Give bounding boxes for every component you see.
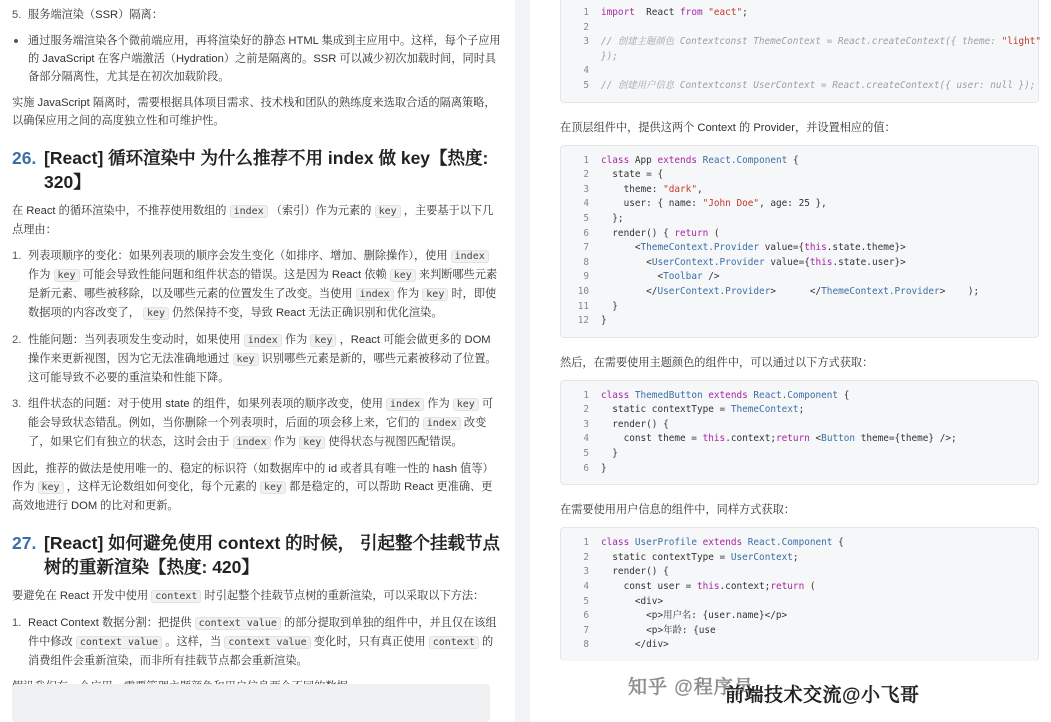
code-line (561, 536, 1038, 551)
code-token: "John Doe" (702, 198, 760, 210)
line-number: 1 (583, 537, 589, 549)
line-number: 4 (583, 65, 589, 77)
code-token: React.Component (747, 389, 839, 401)
code-token: < (601, 242, 641, 254)
code-token: .state.user}> (832, 256, 906, 268)
code-line (561, 50, 1038, 65)
line-number: 11 (577, 300, 589, 312)
code-line (561, 35, 1042, 50)
code-line (561, 432, 1038, 447)
code-token: ThemeContext (730, 404, 799, 416)
code-line (561, 580, 1038, 595)
line-number: 7 (583, 242, 589, 254)
code-token: }); (601, 50, 618, 62)
code-token: UserContext (730, 551, 793, 563)
code-token: <div> (601, 595, 664, 607)
code-token: this (702, 433, 726, 445)
code-token: App (629, 154, 658, 166)
line-number: 5 (583, 79, 589, 91)
code-token: class (601, 537, 630, 549)
code-token: render() { (601, 418, 669, 430)
code-line (561, 168, 1038, 183)
right-column (530, 0, 1051, 722)
line-number: 6 (583, 227, 589, 239)
code-token: this (809, 256, 833, 268)
watermark: 知乎 @程序员 (628, 677, 754, 698)
code-token: , age: 25 }, (759, 198, 827, 210)
paragraph: 在顶层组件中，提供这两个 Context 的 Provider，并设置相应的值： (560, 121, 896, 134)
code-token: ThemeContext.Provider (821, 285, 940, 297)
list-26 (12, 247, 503, 452)
code-line (561, 418, 1038, 433)
line-number: 4 (583, 198, 589, 210)
code-token: /> (702, 271, 720, 283)
code-token: .context; (725, 433, 776, 445)
code-token: } (601, 448, 618, 460)
code-line (561, 6, 1038, 21)
line-number: 8 (583, 256, 589, 268)
code-token: user: { name: (601, 198, 703, 210)
code-line (561, 595, 1038, 610)
line-number: 10 (577, 285, 589, 297)
code-token: "eact" (702, 7, 743, 18)
line-number: 5 (583, 595, 589, 607)
line-number: 5 (583, 212, 589, 224)
code-token: class (601, 389, 630, 401)
code-block-4 (560, 527, 1039, 661)
code-token: <p>年龄: {use (601, 624, 716, 636)
code-token: { (838, 389, 850, 401)
code-token: }; (601, 212, 624, 224)
line-number: 4 (583, 581, 589, 593)
paragraph: 要避免在 React 开发中使用 context 时引起整个挂载节点树的重新渲染，可以采取以下方法： (12, 590, 485, 602)
code-line (561, 389, 1038, 404)
code-block-3 (560, 380, 1039, 486)
line-number: 3 (583, 566, 589, 578)
code-token: UserContext.Provider (657, 285, 771, 297)
code-token: ; (798, 404, 805, 416)
code-line (561, 447, 1038, 462)
line-number: 2 (583, 404, 589, 416)
code-token: class (601, 154, 630, 166)
code-line (561, 314, 1038, 329)
code-token: return (674, 227, 709, 239)
code-token: ; (742, 7, 748, 18)
line-number: 8 (583, 639, 589, 651)
code-token: } (601, 315, 607, 327)
code-token: this (804, 242, 827, 254)
code-line (561, 227, 1038, 242)
code-line (561, 21, 1038, 36)
code-token: </div> (601, 639, 669, 651)
code-token: { (787, 154, 799, 166)
code-token: theme: (601, 183, 664, 195)
code-token: React.Component (742, 537, 833, 549)
code-token: ThemedButton (629, 389, 703, 401)
line-number: 3 (583, 418, 589, 430)
paragraph: 在 React 的循环渲染中，不推荐使用数组的 index （索引）作为元素的 key ，主要基于以下几点理由： (12, 205, 494, 236)
paragraph: 然后，在需要使用主题颜色的组件中，可以通过以下方式获取： (560, 356, 874, 369)
paragraph: 实施 JavaScript 隔离时，需要根据具体项目需求、技术栈和团队的熟练度来选取合适的隔离策略，以确保应用之间的高度独立性和可维护性。 (12, 97, 496, 127)
code-token: value={ (759, 242, 805, 254)
code-token: return (770, 581, 805, 593)
code-line (561, 64, 1038, 79)
code-token: theme={theme} />; (855, 433, 957, 445)
code-token: Button (821, 433, 856, 445)
line-number: 5 (583, 448, 589, 460)
code-line (561, 403, 1038, 418)
line-number: 3 (583, 36, 589, 48)
code-token: Toolbar (663, 271, 703, 283)
code-token: this (696, 581, 720, 593)
code-token: from (680, 7, 703, 18)
line-number: 1 (583, 7, 589, 18)
code-token: .state.theme}> (826, 242, 906, 254)
code-line (561, 551, 1038, 566)
code-line (561, 624, 1038, 639)
code-token: { (832, 537, 844, 549)
paragraph: 在需要使用用户信息的组件中，同样方式获取： (560, 504, 795, 517)
code-token: extends (657, 154, 697, 166)
code-line (561, 285, 1038, 300)
code-line (561, 638, 1038, 653)
code-token: "light" (1001, 36, 1042, 48)
line-number: 4 (583, 433, 589, 445)
code-token: return (776, 433, 810, 445)
watermark-secondary: 前端技术交流@小飞哥 (725, 685, 920, 706)
code-token: const theme = (601, 433, 703, 445)
bullet-item: 通过服务端渲染各个微前端应用，再将渲染好的静态 HTML 集成到主应用中。这样，每个子应用的 JavaScript 在客户端激活（Hydration）之前是隔离的。SSR 可以减少初次加载时间，同时具备部分隔离性，尤其是在初次加载阶段。 (12, 32, 503, 86)
line-number: 9 (583, 271, 589, 283)
code-token: ( (804, 581, 816, 593)
code-token: "dark" (663, 183, 697, 195)
code-token: UserProfile (629, 537, 697, 549)
code-line (561, 197, 1038, 212)
code-token: React (634, 7, 681, 18)
code-token: > </ (770, 285, 822, 297)
line-number: 2 (583, 551, 589, 563)
code-token: </ (601, 285, 658, 297)
code-line (561, 300, 1038, 315)
code-line (561, 79, 1038, 94)
code-token: , (696, 183, 703, 195)
list-item: 1. React Context 数据分割：把提供 context value 的部分提取到单独的组件中，并且仅在该组件中修改 context value 。这样，当 context value 变化时，只有真正使用 context 的消费组件会重新渲染，而非所有挂载节点都会重新渲染。 (12, 617, 497, 667)
bullet-dot-icon (14, 39, 18, 43)
code-token: } (601, 300, 618, 312)
code-block-1 (560, 0, 1042, 103)
list-item: 3. 组件状态的问题：对于使用 state 的组件，如果列表项的顺序改变，使用 index 作为 key 可能会导致状态错乱。例如，当你删除一个列表项时，后面的项会移上来，它们的 index 改变了，如果它们有独立的状态，这时会由于 index 作为 key 使得状态与视图匹配错误。 (12, 398, 494, 448)
code-token: const user = (601, 581, 697, 593)
code-token: ; (792, 551, 799, 563)
code-line (561, 270, 1038, 285)
code-token: render() { (601, 227, 675, 239)
line-number: 1 (583, 154, 589, 166)
code-line (561, 212, 1038, 227)
code-token: ThemeContext.Provider (640, 242, 760, 254)
code-token: UserContext.Provider (651, 256, 765, 268)
code-token: static contextType = (601, 551, 731, 563)
list-item: 1. 列表项顺序的变化：如果列表项的顺序会发生变化（如排序、增加、删除操作），使用 index 作为 key 可能会导致性能问题和组件状态的错误。这是因为 React 依赖 key 来判断哪些元素是新元素、哪些被移除，以及哪些元素的位置发生了改变。当使用 index 作为 key 时，即使数据项的内容改变了， key 仍然保持不变，导致 React 无法正确识别和优化渲染。 (12, 250, 498, 319)
line-number: 12 (577, 315, 589, 327)
code-line (561, 609, 1038, 624)
code-token: // 创建主题颜色 Contextconst ThemeContext = React.createContext({ theme: (601, 36, 1002, 48)
heading-27: 27. [React] 如何避免使用 context 的时候， 引起整个挂载节点树的重新渲染【热度: 420】 (12, 533, 500, 577)
code-token: import (601, 7, 635, 18)
code-line (561, 154, 1038, 169)
code-token: value={ (764, 256, 810, 268)
heading-26: 26. [React] 循环渲染中 为什么推荐不用 index 做 key【热度: 320】 (12, 148, 489, 192)
code-token: extends (702, 389, 748, 401)
code-line (561, 462, 1038, 477)
code-token: // 创建用户信息 Contextconst UserContext = React.createContext({ user: null }); (601, 79, 1036, 91)
line-number: 7 (583, 624, 589, 636)
code-block-2 (560, 145, 1039, 338)
code-block-stub (12, 684, 490, 722)
line-number: 1 (583, 389, 589, 401)
code-token: > ); (939, 285, 980, 297)
code-token: .context; (719, 581, 771, 593)
code-token: extends (696, 537, 743, 549)
code-token: < (601, 256, 652, 268)
code-line (561, 565, 1038, 580)
list-item: 5. 服务端渲染（SSR）隔离： (12, 9, 163, 21)
line-number: 6 (583, 610, 589, 622)
left-column (0, 0, 515, 722)
code-line (561, 183, 1038, 198)
paragraph: 因此，推荐的做法是使用唯一的、稳定的标识符（如数据库中的 id 或者具有唯一性的 hash 值等）作为 key ，这样无论数组如何变化，每个元素的 key 都是稳定的，可以帮助 React 更准确、更高效地进行 DOM 的比对和更新。 (12, 463, 494, 512)
line-number: 2 (583, 21, 589, 33)
code-line (561, 256, 1038, 271)
line-number: 6 (583, 462, 589, 474)
code-token: } (601, 462, 607, 474)
line-number: 2 (583, 169, 589, 181)
code-token: <p>用户名: {user.name}</p> (601, 610, 788, 622)
code-token: React.Component (696, 154, 788, 166)
code-token: < (809, 433, 822, 445)
code-token: ( (708, 227, 720, 239)
list-item: 2. 性能问题：当列表项发生变动时，如果使用 index 作为 key ，React 可能会做更多的 DOM 操作来更新视图，因为它无法准确地通过 key 识别哪些元素是新的，哪些元素被移动了位置。这可能导致不必要的重渲染和性能下降。 (12, 334, 497, 384)
code-line (561, 241, 1038, 256)
code-token: static contextType = (601, 404, 731, 416)
line-number: 3 (583, 183, 589, 195)
code-token: < (601, 271, 664, 283)
code-token: state = { (601, 169, 664, 181)
code-token: render() { (601, 566, 669, 578)
